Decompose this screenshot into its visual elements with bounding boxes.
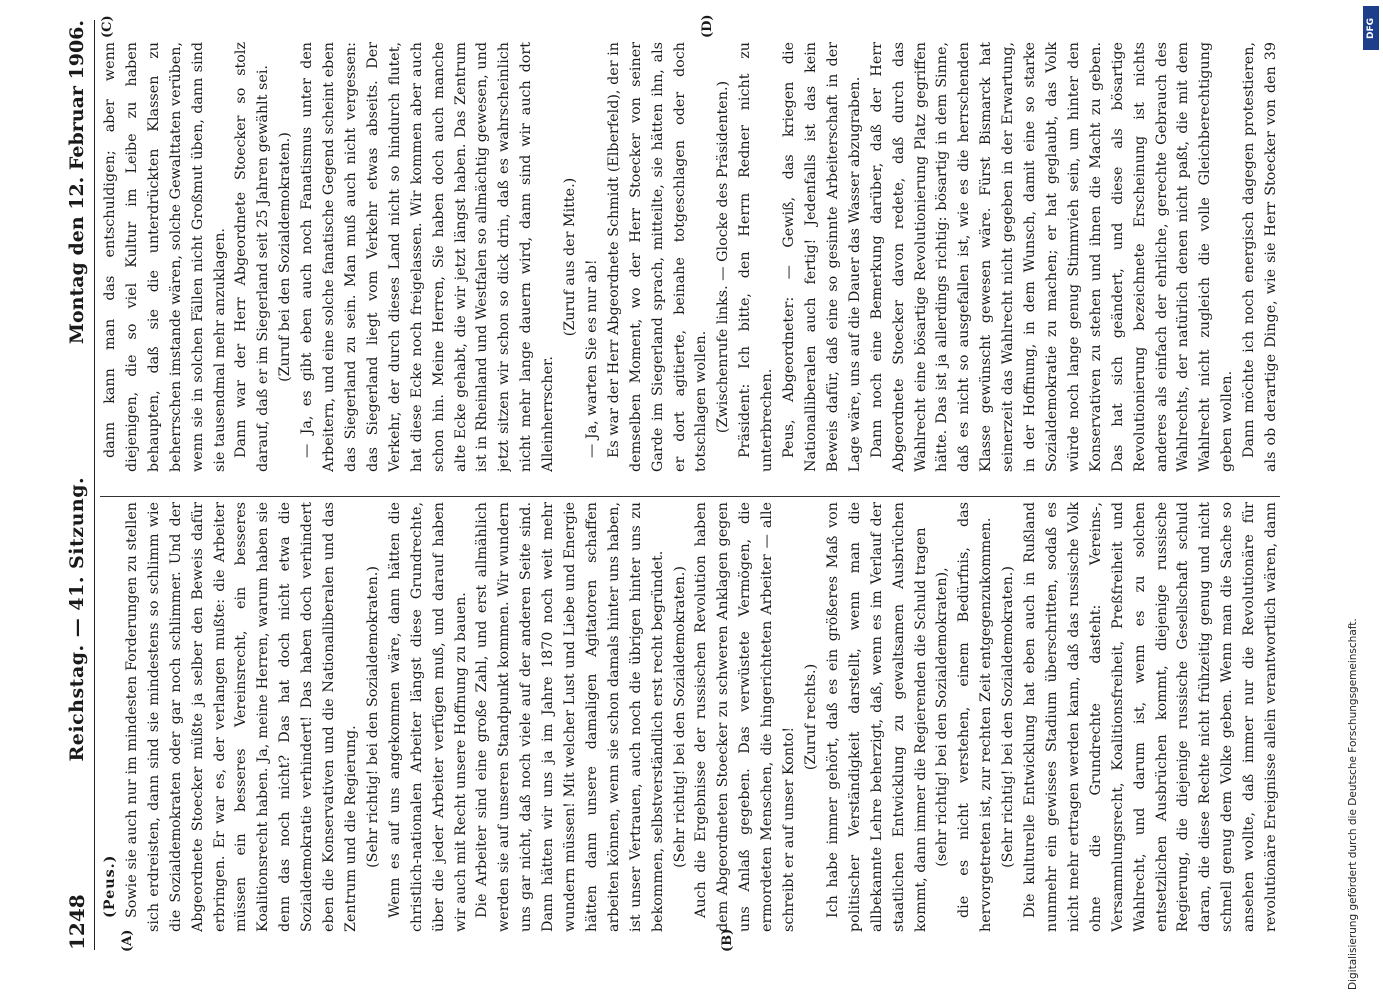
margin-mark-c: (C) (100, 15, 115, 38)
paragraph: Es war der Herr Abgeordnete Schmidt (Elberfeld), der in demselben Moment, wo der Herr Stoecker von seiner Garde im Siegerland sprach, mitteilte, sie hätten ihn, als er dort agitierte, beinahe totgeschlagen oder doch totschlagen wollen. (605, 42, 710, 472)
left-text-column (100, 502, 1280, 932)
paragraph: Präsident: Ich bitte, den Herrn Redner nicht zu unterbrechen. (737, 42, 776, 472)
interjection: (Zuruf rechts.) (803, 663, 819, 771)
interjection: (Zuruf aus der Mitte.) (562, 177, 579, 337)
interjection: (Zuruf bei den Sozialdemokraten.) (277, 132, 294, 382)
funding-notice: Digitalisierung gefördert durch die Deutsche Forschungsgemeinschaft. (1347, 618, 1359, 990)
margin-mark-a: (A) (120, 929, 135, 952)
session-title: Reichstag. — 41. Sitzung. (66, 476, 88, 762)
paragraph: Wenn es auf uns angekommen wäre, dann hätten die christlich-nationalen Arbeiter längst diese Grundrechte, über die jeder Arbeiter verfügen muß, und darauf haben wir auch mit Recht unsere Hoffnung zu bauen. (386, 502, 469, 932)
paragraph: Dann möchte ich noch energisch dagegen protestieren, als ob derartige Dinge, wie sie Herr Stoecker von den 39 (1241, 42, 1280, 472)
interjection: (sehr richtig! bei den Sozialdemokraten), (934, 567, 951, 867)
right-text-column (100, 42, 1280, 472)
session-date: Montag den 12. Februar 1906. (66, 20, 88, 345)
paragraph: — Ja, es gibt eben auch noch Fanatismus unter den Arbeitern, und eine solche fanatische Gegend scheint eben das Siegerland zu sein. Man muß auch nicht vergessen: das Siegerland liegt vom Verkehr etwas abseits. Der Verkehr, der durch dieses Land nicht so hindurch flutet, hat diese Ecke noch freigelassen. Wir kommen aber auch schon hin. Meine Herren, Sie haben doch auch manche alte Ecke gehabt, die wir jetzt längst haben. Das Zentrum ist in Rheinland und Westfalen so allmächtig gewesen, und jetzt sitzen wir schon so dick drin, daß es wahrscheinlich nicht mehr lange dauern wird, dann sind wir auch dort Alleinherrscher. (299, 42, 557, 472)
paragraph: Dann war der Herr Abgeordnete Stoecker so stolz darauf, daß er im Siegerland seit 25 Jahren gewählt sei. (233, 42, 272, 472)
speaker-label: (Peus.) (102, 854, 118, 918)
paragraph: Sowie sie auch nur im mindesten Forderungen zu stellen sich erdreisten, dann sind sie mindestens so schlimm wie die Sozialdemokraten oder gar noch schlimmer. Und der Abgeordnete Stoecker müßte ja selber den Beweis dafür erbringen. Er war es, der verlangen mußte: die Arbeiter müssen ein besseres Vereinsrecht, ein besseres Koalitionsrecht haben. Ja, meine Herren, warum haben sie denn das noch nicht? Das hat doch nicht etwa die Sozialdemokratie verhindert! Das haben doch verhindert eben die Konservativen und die Nationalliberalen und das Zentrum und die Regierung. (123, 502, 359, 932)
paragraph: dann kann man das entschuldigen; aber wenn diejenigen, die so viel Kultur im Leibe zu haben behaupten, daß sie die unterdrückten Klassen zu beherrschen imstande wären, solche Gewalttaten verüben, wenn sie in solchen Fällen nicht Großmut üben, dann sind sie tausendmal mehr anzuklagen. (102, 42, 228, 472)
interjection: (Sehr richtig! bei den Sozialdemokraten.) (364, 566, 381, 868)
paragraph: die es nicht verstehen, einem Bedürfnis, das hervorgetreten ist, zur rechten Zeit entgegenzukommen. (956, 502, 995, 932)
interjection: (Sehr richtig! bei den Sozialdemokraten.) (1000, 566, 1017, 868)
paragraph: Dann noch eine Bemerkung darüber, daß der Herr Abgeordnete Stoecker davon redete, daß durch das Wahlrecht eine bösartige Revolutionierung Platz gegriffen hätte. Das ist ja allerdings richtig: bösartig in dem Sinne, daß es nicht so ausgefallen ist, wie es die herrschenden Klasse gewünscht gewesen wäre. Fürst Bismarck hat seinerzeit das Wahlrecht nicht gegeben in der Erwartung, in der Hoffnung, in dem Wunsch, damit eine so starke Sozialdemokratie zu machen; er hat geglaubt, das Volk würde noch lange genug Stimmvieh sein, um hinter den Konservativen zu stehen und ihnen die Macht zu geben. Das hat sich geändert, und diese als bösartige Revolutionierung bezeichnete Erscheinung ist nichts anderes als einfach der ehrliche, gerechte Gebrauch des Wahlrechts, der natürlich denen nicht paßt, die mit dem Wahlrecht nicht zugleich die volle Gleichberechtigung geben wollen. (868, 42, 1236, 472)
paragraph: Auch die Ergebnisse der russischen Revolution haben dem Abgeordneten Stoecker zu schweren Anklagen gegen uns Anlaß gegeben. Das verwüstete Vermögen, die ermordeten Menschen, die hingerichteten Arbeiter — alle schreibt er auf unser Konto! (693, 502, 798, 932)
page-number: 1248 (65, 894, 89, 950)
paragraph: Die kulturelle Entwicklung hat eben auch in Rußland nunmehr ein gewisses Stadium überschritten, sodaß es nicht mehr ertragen werden kann, daß das russische Volk ohne die Grundrechte dasteht: Vereins-, Versammlungsrecht, Koalitionsfreiheit, Preßfreiheit und Wahlrecht, und darum ist, wenn es zu solchen entsetzlichen Ausbrüchen kommt, diejenige russische Regierung, die diejenige russische Gesellschaft schuld daran, die diese Rechte nicht frühzeitig genug und nicht schnell genug dem Volke geben. Wenn man die Sache so ansehen wollte, daß immer nur die Revolutionäre für revolutionäre Ereignisse allein verantwortlich wären, dann (1022, 502, 1280, 932)
margin-mark-b: (B) (720, 928, 735, 952)
dfg-logo: DFG (1363, 6, 1379, 50)
paragraph: Die Arbeiter sind eine große Zahl, und erst allmählich werden sie auf unseren Standpunkt kommen. Wir wundern uns gar nicht, daß noch viele auf der anderen Seite sind. Dann hätten wir uns ja im Jahre 1870 noch weit mehr wundern müssen! Mit welcher Lust und Liebe und Energie hätten dann unsere damaligen Agitatoren schaffen arbeiten können, wenn sie schon damals hinter uns haben, ist unser Vertrauen, auch noch die übrigen hinter uns zu bekommen, selbstverständlich erst recht begründet. (474, 502, 666, 932)
column-divider (100, 496, 1280, 497)
page-header (60, 20, 95, 950)
paragraph: — Ja, warten Sie es nur ab! (583, 259, 600, 458)
margin-mark-d: (D) (700, 14, 715, 38)
paragraph: Ich habe immer gehört, daß es ein größeres Maß von politischer Verständigkeit darstellt, wenn man die allbekannte Lehre beherzigt, daß, wenn es im Verlauf der staatlichen Entwicklung zu gewaltsamen Ausbrüchen kommt, dann immer die Regierenden die Schuld tragen (824, 502, 929, 932)
interjection: (Sehr richtig! bei den Sozialdemokraten.) (671, 566, 688, 868)
interjection: (Zwischenrufe links. — Glocke des Präsidenten.) (715, 80, 732, 434)
paragraph: Peus, Abgeordneter: — Gewiß, das kriegen die Nationalliberalen auch fertig! Jedenfalls ist das kein Beweis dafür, daß eine so gesinnte Arbeiterschaft in der Lage wäre, uns auf die Dauer das Wasser abzugraben. (781, 42, 863, 472)
